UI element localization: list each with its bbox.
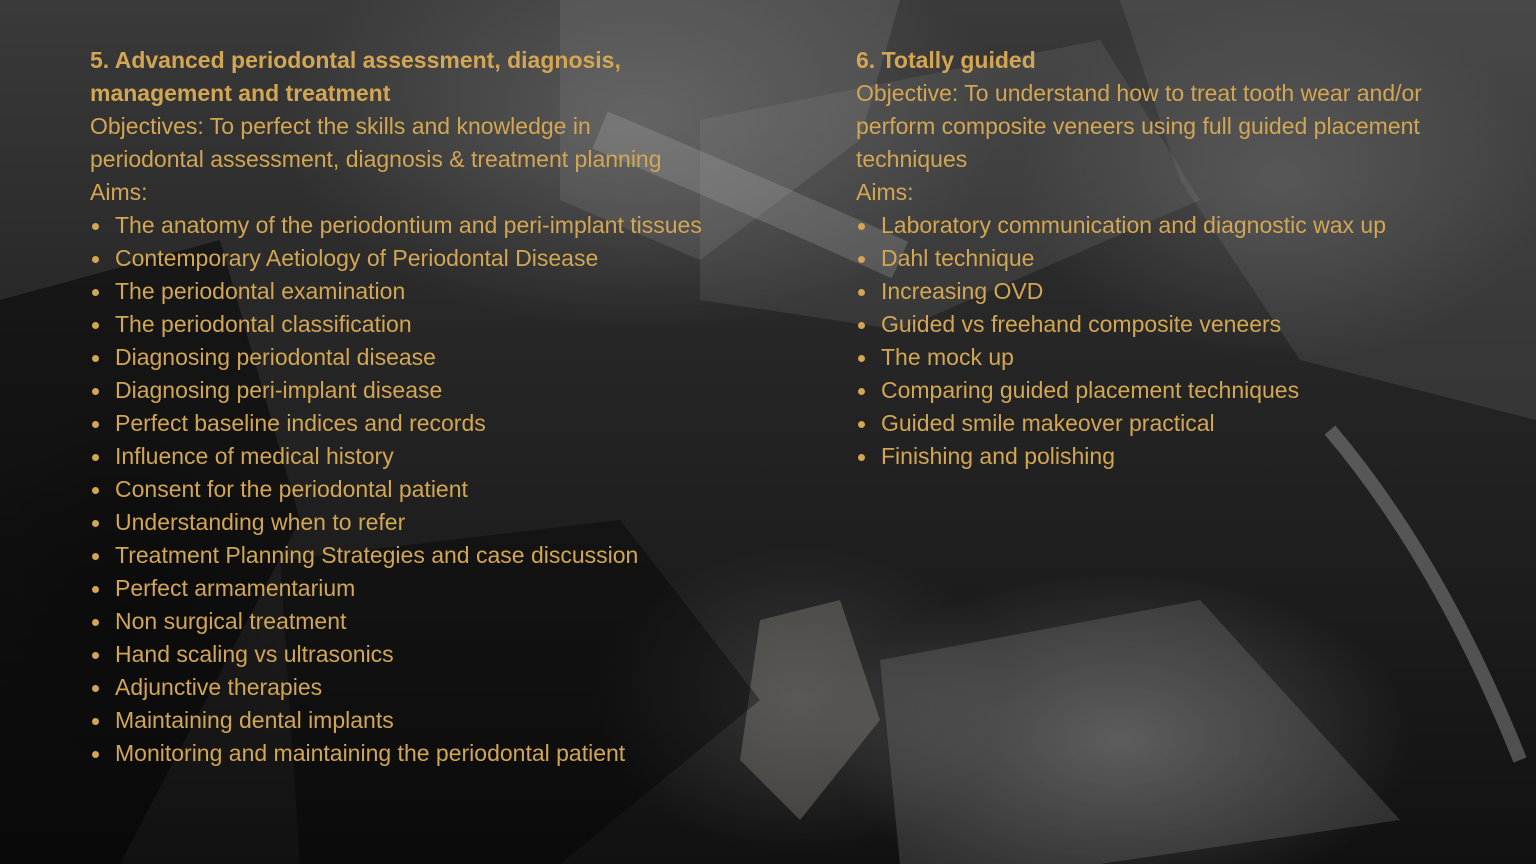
list-item: [90, 209, 710, 242]
bullet-icon: [92, 322, 99, 329]
list-item-text: Increasing OVD: [881, 278, 1044, 304]
bullet-icon: [858, 322, 865, 329]
list-item: [90, 572, 710, 605]
list-item-text: Contemporary Aetiology of Periodontal Disease: [115, 245, 599, 271]
list-item: [90, 407, 710, 440]
section-5-aims-list: [90, 209, 710, 770]
bullet-icon: [858, 256, 865, 263]
list-item-text: Finishing and polishing: [881, 443, 1115, 469]
list-item-text: The mock up: [881, 344, 1014, 370]
list-item: [90, 671, 710, 704]
section-6-aims-label: Aims:: [856, 179, 914, 205]
bullet-icon: [92, 619, 99, 626]
bullet-icon: [92, 685, 99, 692]
section-6-column: [856, 44, 1476, 473]
bullet-icon: [92, 421, 99, 428]
list-item-text: Diagnosing peri-implant disease: [115, 377, 443, 403]
list-item-text: Comparing guided placement techniques: [881, 377, 1300, 403]
bullet-icon: [92, 256, 99, 263]
list-item-text: The anatomy of the periodontium and peri-implant tissues: [115, 212, 702, 238]
list-item: [90, 539, 710, 572]
list-item-text: Diagnosing periodontal disease: [115, 344, 436, 370]
bullet-icon: [92, 388, 99, 395]
bullet-icon: [92, 454, 99, 461]
list-item: [90, 737, 710, 770]
list-item: [90, 704, 710, 737]
bullet-icon: [858, 289, 865, 296]
list-item-text: Hand scaling vs ultrasonics: [115, 641, 394, 667]
section-6-title: 6. Totally guided: [856, 47, 1036, 73]
bullet-icon: [858, 388, 865, 395]
list-item: [856, 341, 1476, 374]
bullet-icon: [92, 652, 99, 659]
list-item-text: Maintaining dental implants: [115, 707, 394, 733]
section-5-column: [90, 44, 710, 770]
section-5-objective: Objectives: To perfect the skills and knowledge in periodontal assessment, diagnosis & treatment planning: [90, 113, 662, 172]
bullet-icon: [92, 751, 99, 758]
list-item-text: Monitoring and maintaining the periodontal patient: [115, 740, 626, 766]
list-item-text: The periodontal classification: [115, 311, 412, 337]
list-item-text: Guided vs freehand composite veneers: [881, 311, 1282, 337]
list-item: [90, 638, 710, 671]
list-item: [90, 242, 710, 275]
section-6-aims-list: [856, 209, 1476, 473]
bullet-icon: [858, 421, 865, 428]
list-item: [90, 440, 710, 473]
list-item-text: Guided smile makeover practical: [881, 410, 1215, 436]
list-item-text: The periodontal examination: [115, 278, 406, 304]
section-6-objective: Objective: To understand how to treat tooth wear and/or perform composite veneers using full guided placement techniques: [856, 80, 1422, 172]
list-item: [856, 242, 1476, 275]
list-item: [90, 506, 710, 539]
section-5-aims-label: Aims:: [90, 179, 148, 205]
list-item-text: Laboratory communication and diagnostic wax up: [881, 212, 1387, 238]
list-item: [90, 605, 710, 638]
list-item: [856, 209, 1476, 242]
bullet-icon: [92, 586, 99, 593]
list-item: [90, 275, 710, 308]
section-5-title: 5. Advanced periodontal assessment, diagnosis, management and treatment: [90, 47, 621, 106]
list-item-text: Treatment Planning Strategies and case discussion: [115, 542, 639, 568]
list-item-text: Non surgical treatment: [115, 608, 347, 634]
bullet-icon: [92, 487, 99, 494]
list-item: [90, 374, 710, 407]
list-item: [90, 308, 710, 341]
bullet-icon: [92, 289, 99, 296]
list-item: [856, 308, 1476, 341]
list-item-text: Dahl technique: [881, 245, 1035, 271]
bullet-icon: [92, 718, 99, 725]
list-item: [856, 374, 1476, 407]
list-item: [856, 407, 1476, 440]
bullet-icon: [92, 355, 99, 362]
list-item: [90, 473, 710, 506]
bullet-icon: [858, 454, 865, 461]
list-item-text: Adjunctive therapies: [115, 674, 323, 700]
list-item-text: Understanding when to refer: [115, 509, 406, 535]
list-item-text: Consent for the periodontal patient: [115, 476, 468, 502]
bullet-icon: [92, 553, 99, 560]
list-item-text: Perfect baseline indices and records: [115, 410, 486, 436]
list-item: [90, 341, 710, 374]
list-item: [856, 440, 1476, 473]
list-item: [856, 275, 1476, 308]
bullet-icon: [858, 223, 865, 230]
bullet-icon: [858, 355, 865, 362]
bullet-icon: [92, 520, 99, 527]
bullet-icon: [92, 223, 99, 230]
list-item-text: Influence of medical history: [115, 443, 394, 469]
list-item-text: Perfect armamentarium: [115, 575, 356, 601]
